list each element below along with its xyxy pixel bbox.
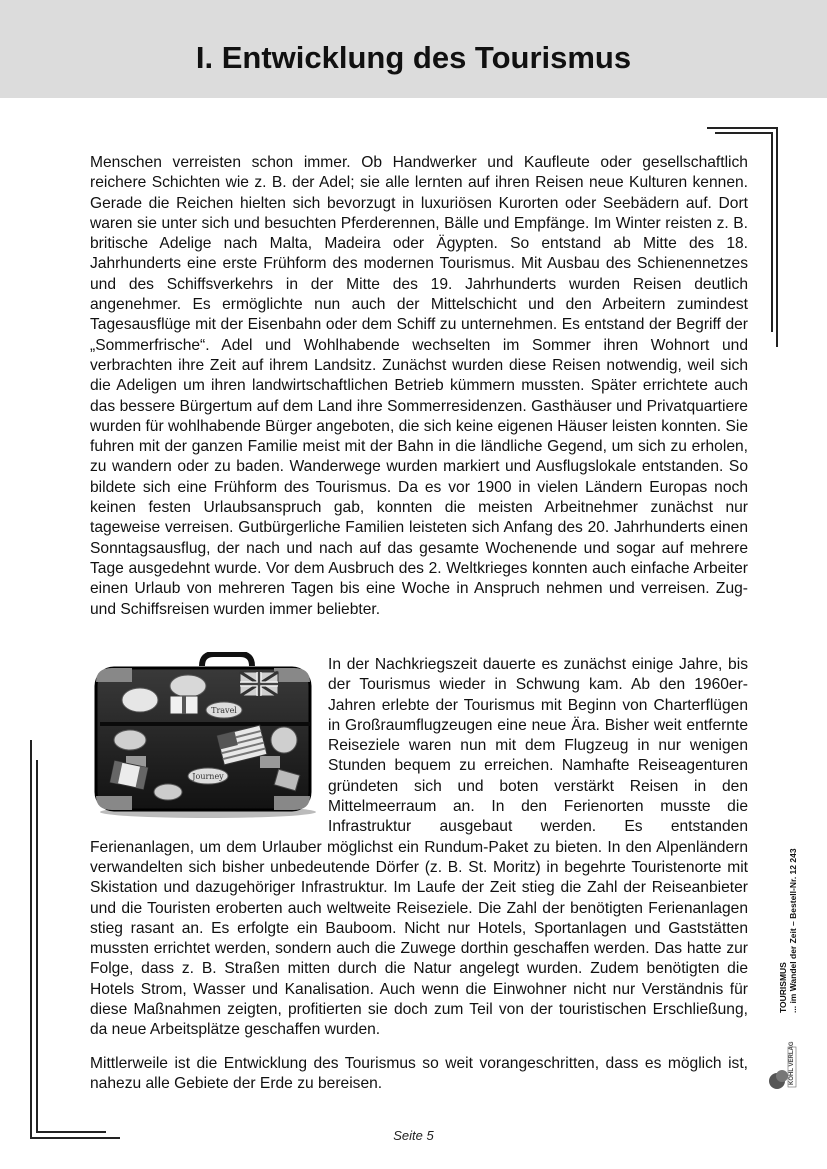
paragraph-postwar: [90, 655, 748, 1041]
frame-line-top-inner: [715, 132, 772, 134]
suitcase-icon: [90, 652, 320, 820]
frame-line-left-inner: [36, 760, 38, 1132]
page-title: I. Entwicklung des Tourismus: [195, 40, 632, 75]
publisher-logo-text: KOHL VERLAG: [789, 1041, 795, 1085]
sidebar-order-info: ... im Wandel der Zeit – Bestell-Nr. 12 243: [788, 848, 798, 1013]
frame-line-right-outer: [776, 127, 778, 347]
paragraph-today: Mittlerweile ist die Entwicklung des Tourismus so weit vorangeschritten, dass es möglich ist, nahezu alle Gebiete der Erde zu bereisen.: [90, 1055, 748, 1093]
paragraph-postwar-text: In der Nachkriegszeit dauerte es zunächst einige Jahre, bis der Tourismus wieder in Schwung kam. Ab den 1960er-Jahren erlebte der Tourismus mit Beginn von Charterflügen in Großraumflugzeugen eine neue Ära. Bisher weit entfernte Reiseziele waren nun mit dem Flugzeug in nur wenigen Stunden bequem zu erreichen. Namhafte Reiseagenturen gründeten sich und boten verstärkt Reisen in den Mittelmeerraum an. In den Ferienorten musste die Infrastruktur ausgebaut werden. Es entstanden Ferienanlagen, um dem Urlauber möglichst ein Rundum-Paket zu bieten. In den Alpenländern verwandelten sich bisher unbedeutende Dörfer (z. B. St. Moritz) in begehrte Touristenorte mit Skistation und dazugehöriger Infrastruktur. Im Laufe der Zeit stieg die Zahl der Reiseanbieter und die Touristen eroberten auch weltweite Reiseziele. Die Zahl der benötigten Ferienanlagen stieg rasant an. Es erfolgte ein Bauboom. Nicht nur Hotels, Sportanlagen und Gaststätten mussten errichtet werden, sondern auch die Zuwege dorthin geschaffen werden. Das hatte zur Folge, dass z. B. Straßen mitten durch die Natur angelegt wurden. Zudem benötigten die Hotels Strom, Wasser und Kanalisation. Auch wenn die Einwohner nicht nur Verständnis für diese Maßnahmen zeigten, profitierten sie doch zum Teil von der touristischen Erschließung, da neue Arbeitsplätze geschaffen wurden.: [90, 656, 748, 1039]
paragraph-history: Menschen verreisten schon immer. Ob Handwerker und Kaufleute oder gesellschaftlich reichere Schichten wie z. B. der Adel; sie alle lernten auf ihren Reisen neue Kulturen kennen. Gerade die Reichen hielten sich bevorzugt in luxuriösen Kurorten oder Seebädern auf. Dort waren sie unter sich und besuchten Pferderennen, Bälle und Empfänge. Im Winter reisten z. B. britische Adelige nach Malta, Madeira oder Ägypten. So entstand ab Mitte des 18. Jahrhunderts eine erste Frühform des modernen Tourismus. Mit Ausbau des Schienennetzes und des Schiffsverkehrs in der Mitte des 19. Jahrhunderts wurden Reisen deutlich angenehmer. Es ermöglichte nun auch der Mittelschicht und den Arbeitern zumindest Tagesausflüge mit der Eisenbahn oder dem Schiff zu unternehmen. Es entstand der Begriff der „Sommerfrische“. Adel und Wohlhabende wechselten im Sommer ihren Wohnort und verbrachten ihre Zeit auf ihrem Landsitz. Zunächst wurden diese Reisen notwendig, weil sich die Adeligen um ihren landwirtschaftlichen Betrieb kümmern mussten. Später errichtete auch das bessere Bürgertum auf dem Land ihre Sommerresidenzen. Gasthäuser und Privatquartiere wurden für wohlhabende Bürger angeboten, die sich keine eigenen Häuser leisten konnten. Sie fuhren mit der ganzen Familie meist mit der Bahn in die ländliche Gegend, um sich zu erholen, zu wandern oder zu baden. Wanderwege wurden markiert und Ausflugslokale entstanden. So bildete sich eine Frühform des Tourismus. Da es vor 1900 in vielen Ländern Europas noch keinen festen Urlaubsanspruch gab, konnten die meisten Arbeitnehmer zunächst nur tageweise verreisen. Gutbürgerliche Familien leisteten sich Anfang des 20. Jahrhunderts einen Sonntagsausflug, der nach und nach auf das gesamte Wochenende und sogar auf mehrere Tage ausgedehnt wurde. Vor dem Ausbruch des 2. Weltkrieges konnten auch einfache Arbeiter einen Urlaub von mehreren Tagen bis eine Woche in Anspruch nehmen und verreisen. Zug- und Schiffsreisen wurden immer beliebter.: [90, 154, 748, 618]
frame-line-left-outer: [30, 740, 32, 1138]
frame-line-top-outer: [707, 127, 777, 129]
suitcase-illustration: [90, 652, 320, 820]
sticker-journey: Journey: [192, 772, 224, 781]
sidebar-series-title: TOURISMUS: [778, 962, 788, 1013]
frame-line-right-inner: [771, 132, 773, 332]
page-number: Seite 5: [393, 1128, 434, 1143]
sticker-travel: Travel: [211, 706, 237, 715]
